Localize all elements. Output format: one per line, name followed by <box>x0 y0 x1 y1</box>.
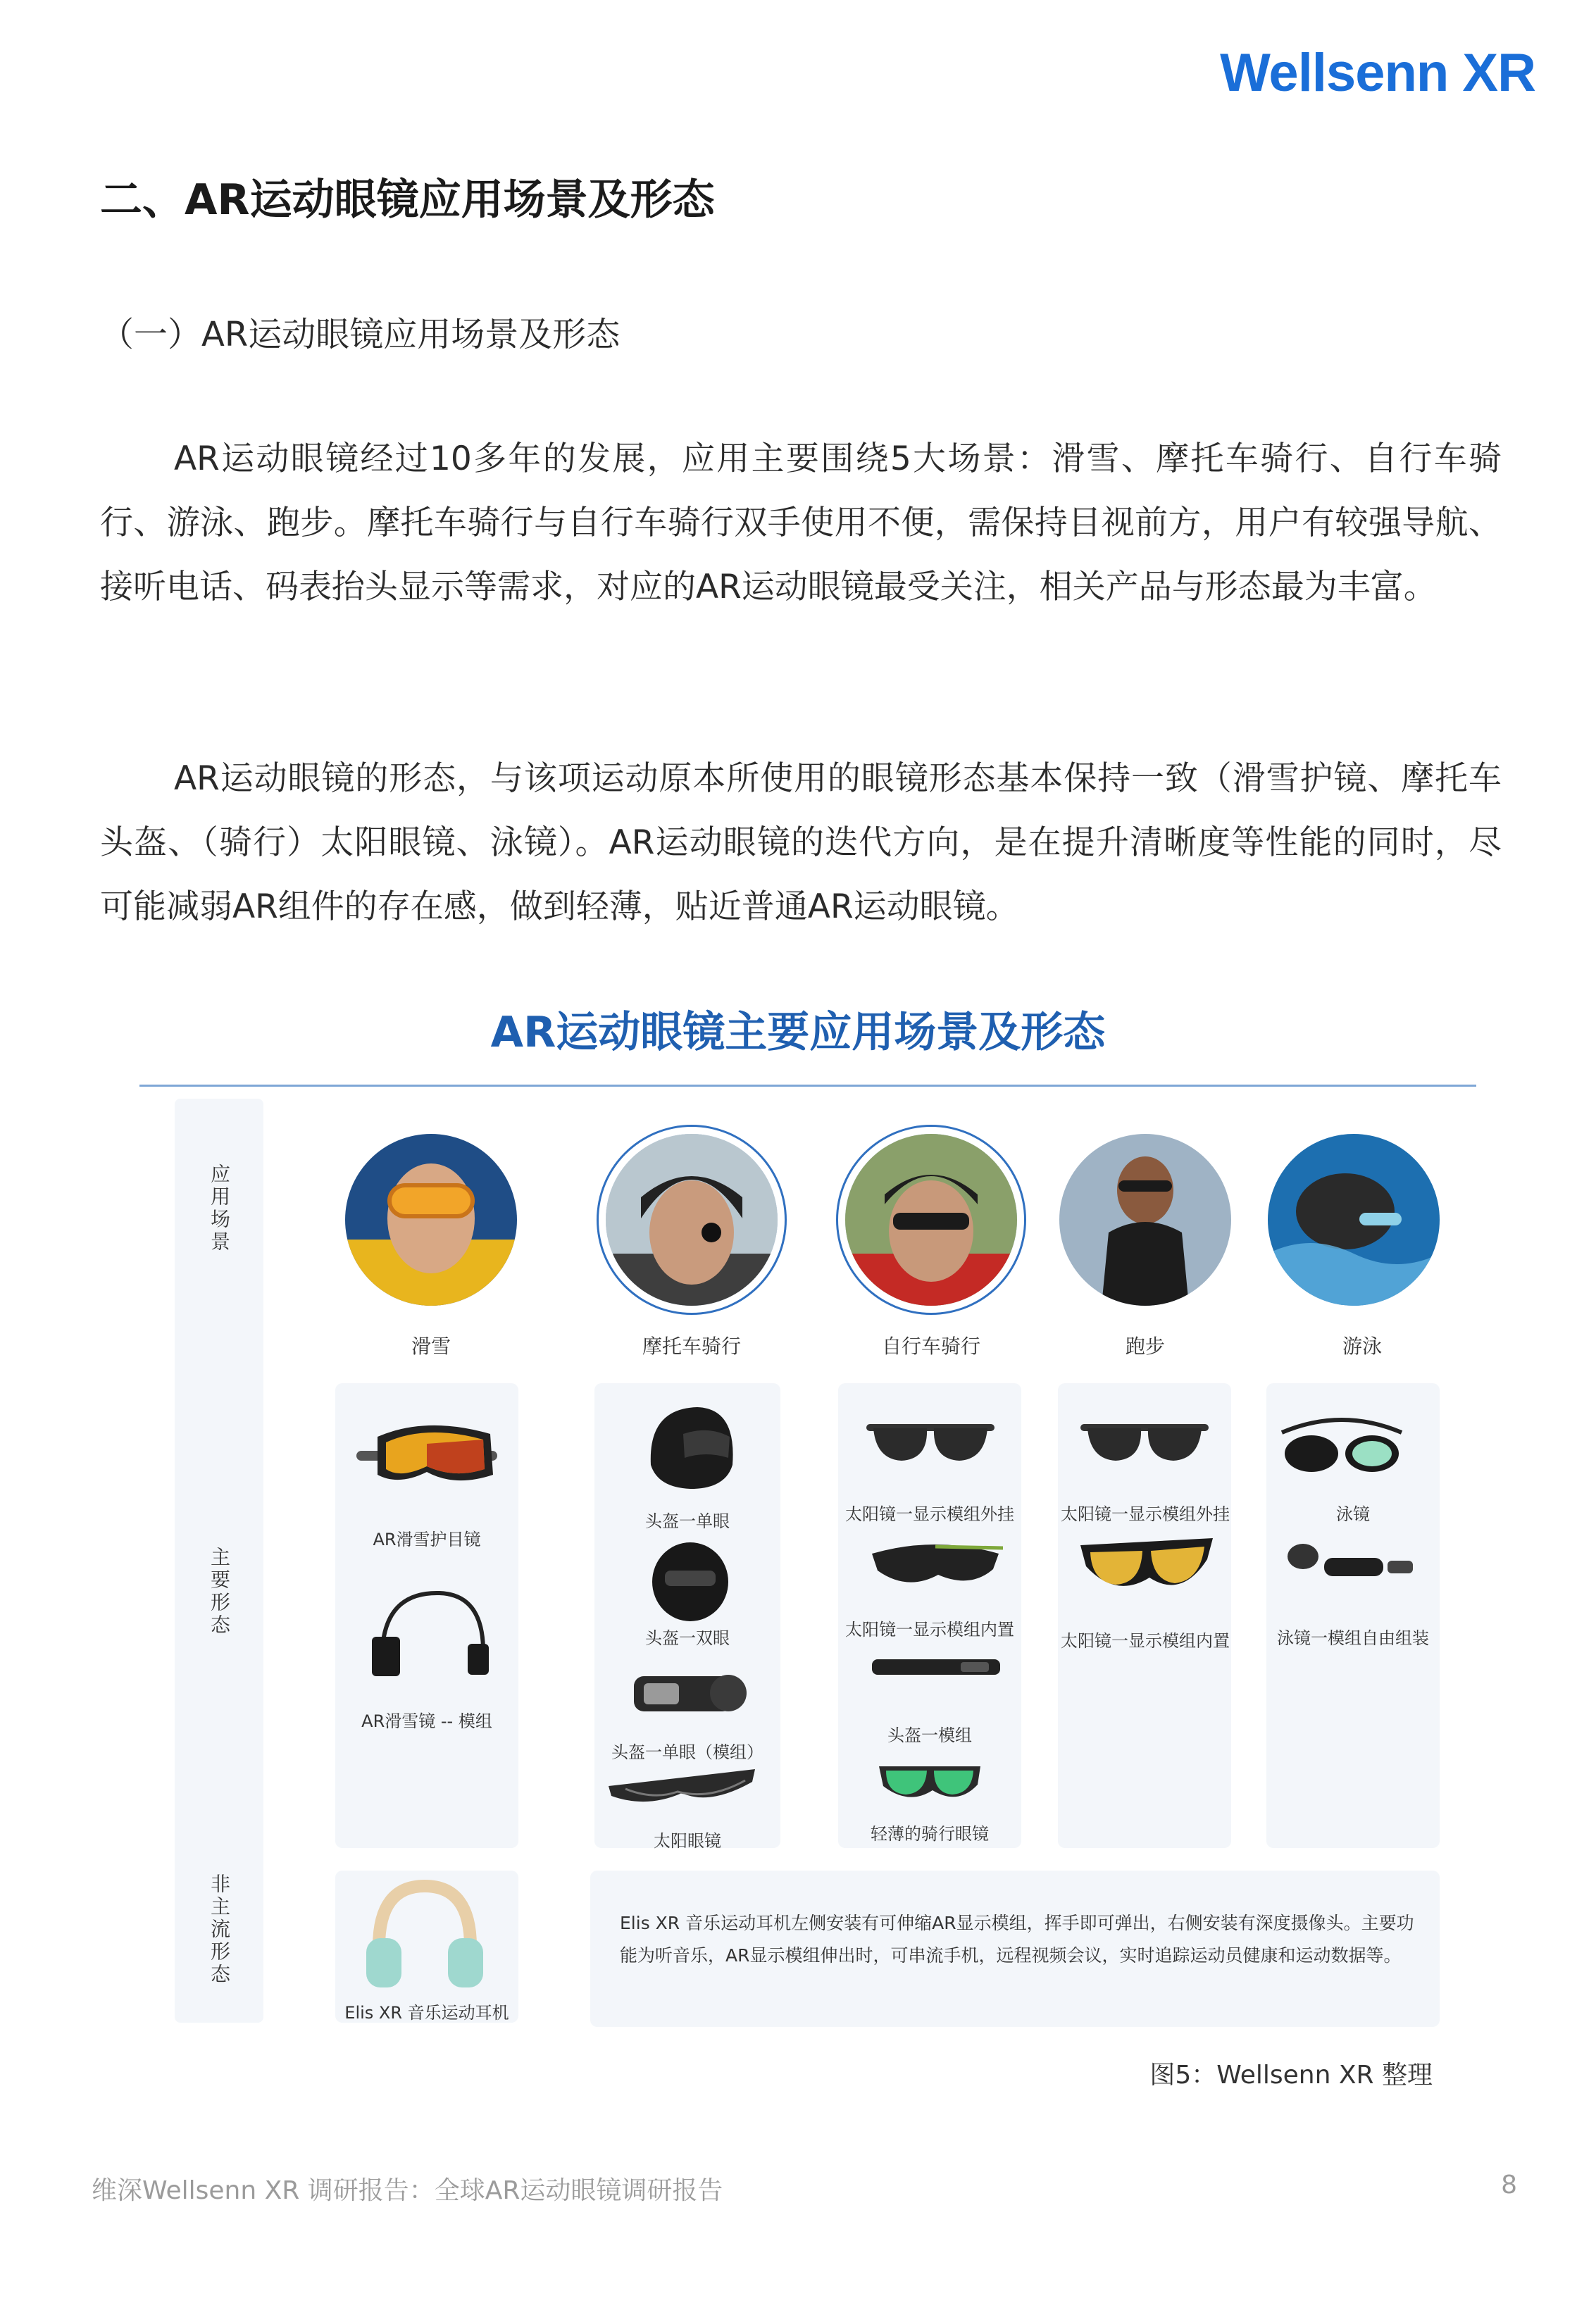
scene-image-running <box>1059 1134 1231 1306</box>
product-image-cycling-light <box>873 1754 986 1810</box>
product-image-headphone <box>358 1876 492 1989</box>
caption-moto-sunglasses: 太阳眼镜 <box>654 1831 721 1851</box>
row-label-nonmainstream <box>175 1873 263 1991</box>
paragraph-2: AR运动眼镜的形态，与该项运动原本所使用的眼镜形态基本保持一致（滑雪护镜、摩托车头盔、（骑行）太阳眼镜、泳镜）。AR运动眼镜的迭代方向，是在提升清晰度等性能的同时，尽可能减弱AR组件的存在感，做到轻薄，贴近普通AR运动眼镜。 <box>100 759 1502 926</box>
caption-swim-module: 泳镜一模组自由组装 <box>1277 1628 1429 1648</box>
product-image-cycling-int <box>865 1533 1006 1596</box>
scene-image-ski <box>345 1134 517 1306</box>
section-title: 二、AR运动眼镜应用场景及形态 <box>100 175 715 225</box>
product-image-ski-goggle <box>349 1416 504 1493</box>
row-label-scenes <box>175 1163 263 1259</box>
scene-label-swimming: 游泳 <box>1342 1335 1382 1358</box>
scene-label-running: 跑步 <box>1125 1335 1165 1358</box>
product-image-ski-module <box>362 1585 496 1683</box>
caption-headphone: Elis XR 音乐运动耳机 <box>344 2003 509 2023</box>
product-image-helmet-module <box>630 1658 749 1728</box>
caption-helmet-bino: 头盔一双眼 <box>645 1628 730 1648</box>
product-image-swim-goggle <box>1275 1411 1409 1482</box>
product-image-running-int <box>1076 1531 1217 1602</box>
caption-cycling-light: 轻薄的骑行眼镜 <box>871 1824 989 1844</box>
scene-image-motorcycle <box>606 1134 778 1306</box>
caption-helmet-module: 头盔一单眼（模组） <box>611 1742 763 1762</box>
row-label-text: 应用场景 <box>208 1163 231 1254</box>
product-image-swim-module <box>1282 1540 1416 1589</box>
row-label-forms <box>175 1547 263 1642</box>
subsection-title: （一）AR运动眼镜应用场景及形态 <box>100 315 621 354</box>
caption-ski-goggle: AR滑雪护目镜 <box>373 1530 481 1549</box>
scene-image-cycling <box>845 1134 1017 1306</box>
caption-swim-goggle: 泳镜 <box>1336 1504 1370 1524</box>
product-image-helmet-bino <box>648 1538 732 1623</box>
product-image-helmet-mono <box>641 1402 740 1493</box>
page-number: 8 <box>1501 2171 1517 2199</box>
product-image-moto-sunglasses <box>604 1765 759 1814</box>
paragraph-1: AR运动眼镜经过10多年的发展，应用主要围绕5大场景：滑雪、摩托车骑行、自行车骑行、游泳、跑步。摩托车骑行与自行车骑行双手使用不便，需保持目视前方，用户有较强导航、接听电话、码表抬头显示等需求，对应的AR运动眼镜最受关注，相关产品与形态最为丰富。 <box>100 439 1502 606</box>
caption-helmet-mono: 头盔一单眼 <box>645 1511 730 1531</box>
product-image-cycling-helmet-module <box>869 1652 1003 1687</box>
brand-logo: Wellsenn XR <box>1220 43 1535 103</box>
caption-cycling-helmet-module: 头盔一模组 <box>887 1725 972 1745</box>
row-label-text: 主要形态 <box>208 1547 231 1637</box>
nonmainstream-description: Elis XR 音乐运动耳机左侧安装有可伸缩AR显示模组，挥手即可弹出，右侧安装有深度摄像头。主要功能为听音乐，AR显示模组伸出时，可串流手机，远程视频会议，实时追踪运动员健康和运动数据等。 <box>620 1913 1414 1966</box>
caption-running-int: 太阳镜一显示模组内置 <box>1061 1631 1230 1651</box>
product-image-running-ext <box>1078 1417 1211 1473</box>
scene-image-swimming <box>1268 1134 1440 1306</box>
product-image-cycling-ext <box>864 1417 997 1473</box>
scene-label-cycling: 自行车骑行 <box>881 1335 980 1358</box>
scene-label-motorcycle: 摩托车骑行 <box>642 1335 741 1358</box>
caption-cycling-ext: 太阳镜一显示模组外挂 <box>845 1504 1014 1524</box>
caption-ski-module: AR滑雪镜 -- 模组 <box>361 1711 492 1731</box>
caption-cycling-int: 太阳镜一显示模组内置 <box>845 1620 1014 1640</box>
row-label-text: 非主流形态 <box>208 1873 231 1986</box>
figure-source: 图5：Wellsenn XR 整理 <box>1149 2061 1433 2090</box>
scene-label-ski: 滑雪 <box>411 1335 451 1358</box>
figure-divider <box>139 1085 1476 1087</box>
footer-text: 维深Wellsenn XR 调研报告：全球AR运动眼镜调研报告 <box>92 2176 723 2205</box>
figure-title: AR运动眼镜主要应用场景及形态 <box>490 1008 1106 1057</box>
caption-running-ext: 太阳镜一显示模组外挂 <box>1061 1504 1230 1524</box>
